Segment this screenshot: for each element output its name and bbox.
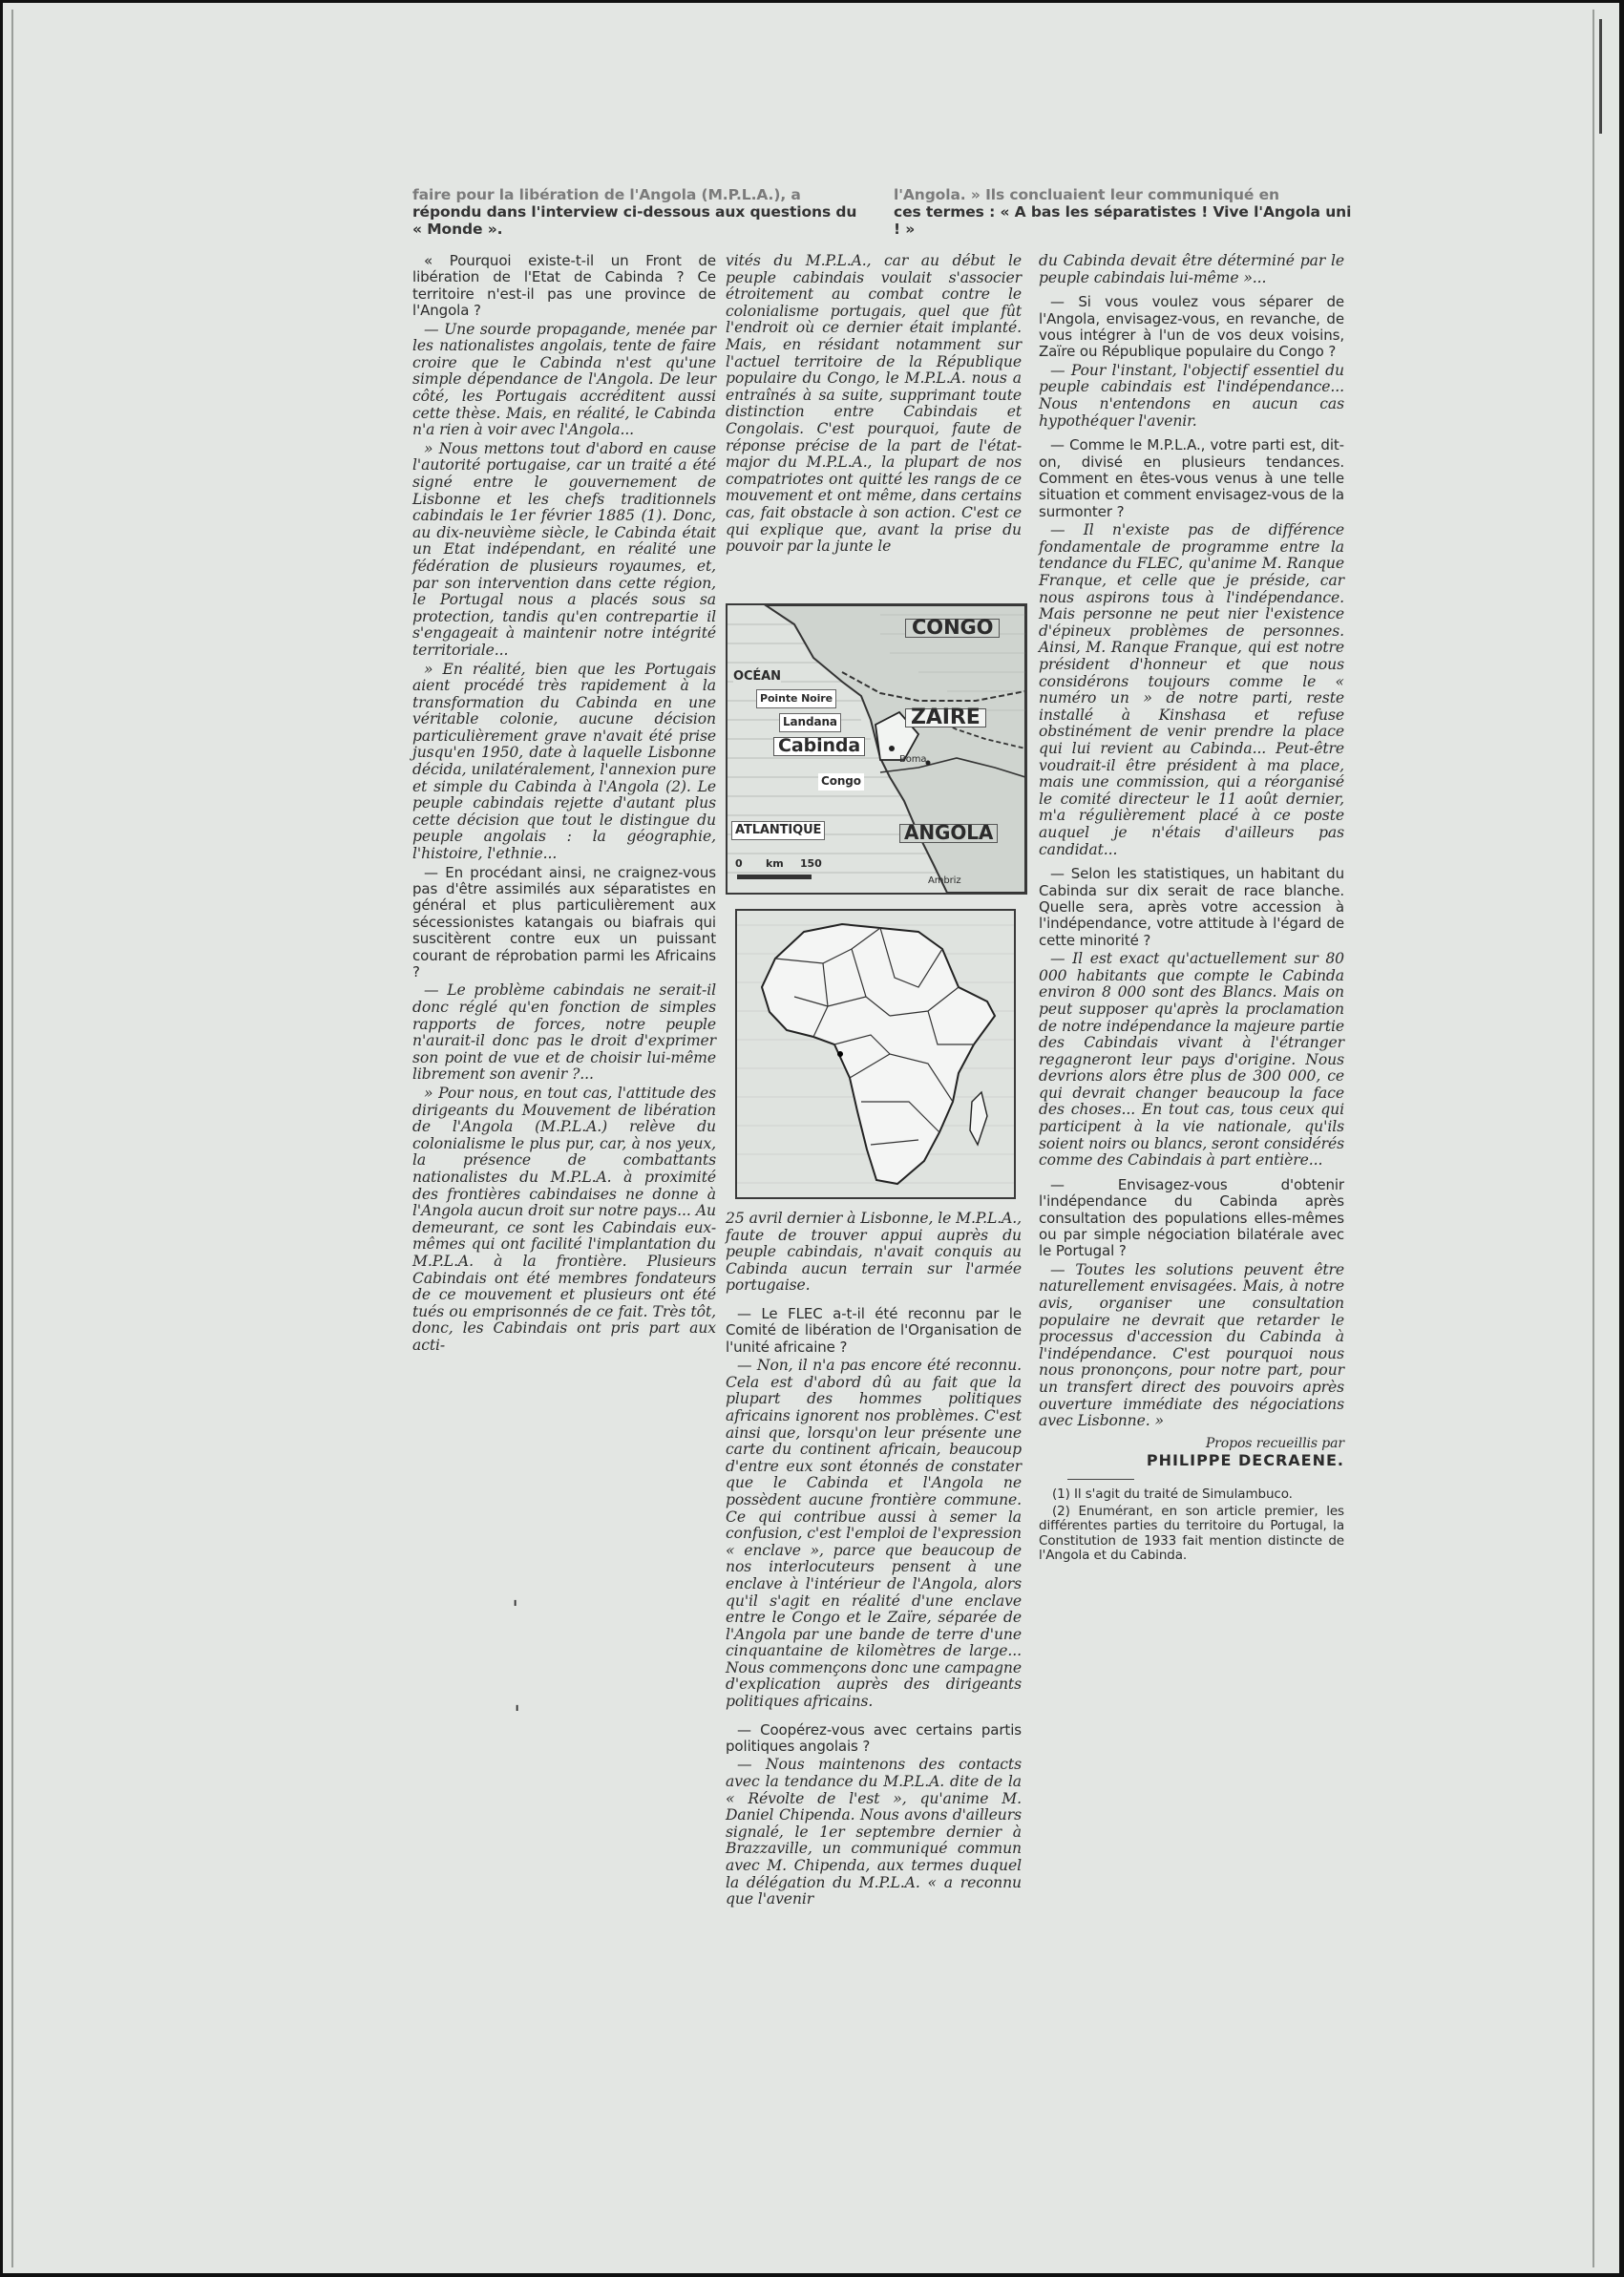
answer: — Le problème cabindais ne serait-il donc réglé qu'en fonction de simples rapports de forces, notre peuple n'aurait-il donc pas le droit d'exprimer son point de vue et de choisir lui-même librement son avenir ?... <box>412 981 716 1084</box>
answer-continued: vités du M.P.L.A., car au début le peuple cabindais voulait s'associer étroitement au combat contre le colonialisme portugais, quel que fût l'endroit où ce dernier était implanté. Mais, en résidant notamment sur l'actuel territoire de la République populaire du Congo, le M.P.L.A. nous a entraînés à sa suite, supprimant toute distinction entre Cabindais et Congolais. C'est pourquoi, faute de réponse précise de la part de l'état-major du M.P.L.A., la plupart de nos compatriotes ont quitté les rangs de ce mouvement et ont même, dans certains cas, fait obstacle à son action. C'est ce qui explique que, avant la prise du pouvoir par la junte le <box>726 252 1022 556</box>
map-label-landana: Landana <box>779 713 841 732</box>
scan-edge-line <box>11 10 13 2267</box>
answer: — Une sourde propagande, menée par les nationalistes angolais, tente de faire croire que le Cabinda n'est qu'une simple dépendance de l'Angola. De leur côté, les Portugais accréditent aussi cette thèse. Mais, en réalité, le Cabinda n'a rien à voir avec l'Angola... <box>412 320 716 439</box>
question: — En procédant ainsi, ne craignez-vous pas d'être assimilés aux séparatistes en général et plus particulièrement aux sécessionistes katangais ou biafrais qui suscitèrent contre eux un puissant courant de réprobation parmi les Africains ? <box>412 863 716 981</box>
lead-left-bottom: répondu dans l'interview ci-dessous aux questions du « Monde ». <box>412 203 857 238</box>
africa-locator-map <box>735 909 1016 1199</box>
answer: — Pour l'instant, l'objectif essentiel du peuple cabindais est l'indépendance... Nous n'entendons en aucun cas hypothéquer l'avenir. <box>1039 361 1344 430</box>
scan-edge-mark <box>1599 19 1602 134</box>
answer: » Pour nous, en tout cas, l'attitude des dirigeants du Mouvement de libération de l'Angola (M.P.L.A.) relève du colonialisme le plus pur, car, à nos yeux, la présence de combattants nationalistes du M.P.L.A. à proximité des frontières cabindaises ne donne à l'Angola aucun droit sur notre pays... Au demeurant, ce sont les Cabindais eux-mêmes qui ont facilité l'implantation du M.P.L.A. à la frontière. Plusieurs Cabindais ont été membres fondateurs de ce mouvement et plusieurs ont été tués ou emprisonnés de ce fait. Très tôt, donc, les Cabindais ont pris part aux acti- <box>412 1085 716 1354</box>
question: — Selon les statistiques, un habitant du Cabinda sur dix serait de race blanche. Quelle sera, après votre accession à l'indépendance, votre attitude à l'égard de cette minorité ? <box>1039 865 1344 949</box>
column-2 <box>726 253 1022 558</box>
lead-right <box>894 186 1358 238</box>
answer: — Nous maintenons des contacts avec la tendance du M.P.L.A. dite de la « Révolte de l'est », qu'anime M. Daniel Chipenda. Nous avons d'ailleurs signalé, le 1er septembre dernier à Brazzaville, un communiqué commun avec M. Chipenda, aux termes duquel la délégation du M.P.L.A. « a reconnu que l'avenir <box>726 1756 1022 1908</box>
lead-left <box>412 186 861 238</box>
map-label-ocean: OCÉAN <box>733 669 781 684</box>
column-2-continued <box>726 1211 1022 1910</box>
map-label-atlantique: ATLANTIQUE <box>731 821 825 840</box>
scan-edge-line <box>1592 10 1594 2267</box>
cabinda-map-svg <box>728 605 1025 893</box>
question: — Coopérez-vous avec certains partis politiques angolais ? <box>726 1720 1022 1756</box>
answer: — Il est exact qu'actuellement sur 80 000 habitants que compte le Cabinda environ 8 000 sont des Blancs. Mais on peut supposer qu'après la proclamation de notre indépendance la majeure partie des Cabindais vivant à l'étranger regagneront leur pays d'origine. Nous devrions alors être plus de 300 000, ce qui devrait changer beaucoup la face des choses... En tout cas, tous ceux qui participent à la vie nationale, qu'ils soient noirs ou blancs, seront considérés comme des Cabindais à part entière... <box>1039 950 1344 1170</box>
map-scale-max: 150 <box>800 857 822 870</box>
map-label-zaire: ZAIRE <box>905 708 986 727</box>
signature-byline: Propos recueillis par <box>1205 1435 1344 1451</box>
answer: — Toutes les solutions peuvent être naturellement envisagées. Mais, à notre avis, organiser une consultation populaire ne devrait que retarder le processus d'accession du Cabinda à l'indépendance. C'est pourquoi nous nous prononçons, pour notre part, pour un transfert direct des pouvoirs après ouverture immédiate des négociations avec Lisbonne. » <box>1039 1260 1344 1430</box>
question: — Envisagez-vous d'obtenir l'indépendance du Cabinda après consultation des populations elles-mêmes ou par simple négociation bilatérale avec le Portugal ? <box>1039 1175 1344 1260</box>
answer-continued: du Cabinda devait être déterminé par le peuple cabindais lui-même »... <box>1039 252 1344 286</box>
map-label-congo: CONGO <box>905 619 1000 638</box>
question: — Si vous voulez vous séparer de l'Angola, envisagez-vous, en revanche, de vous intégrer à l'un de vos deux voisins, Zaïre ou République populaire du Congo ? <box>1039 293 1344 361</box>
notes-divider <box>1067 1479 1134 1480</box>
map-scale-zero: 0 <box>735 857 743 870</box>
answer: » En réalité, bien que les Portugais aient procédé très rapidement à la transformation du Cabinda en une véritable colonie, aucune décision particulièrement grave n'avait été prise jusqu'en 1950, date à laquelle Lisbonne décida, unilatéralement, l'annexion pure et simple du Cabinda à l'Angola (2). Le peuple cabindais rejette d'autant plus cette décision que tout le distingue du peuple angolais : la géographie, l'histoire, l'ethnie... <box>412 660 716 863</box>
pencil-mark: ˈ <box>514 1702 521 1731</box>
answer: — Non, il n'a pas encore été reconnu. Cela est d'abord dû au fait que la plupart des hommes politiques africains ignorent nos problèmes. C'est ainsi que, lorsqu'on leur présente une carte du continent africain, beaucoup d'entre eux sont étonnés de constater que le Cabinda et l'Angola ne possèdent aucune frontière commune. Ce qui contribue aussi à semer la confusion, c'est l'emploi de l'expression « enclave », parce que beaucoup de nos interlocuteurs pensent à une enclave à l'intérieur de l'Angola, alors qu'il s'agit en réalité d'une enclave entre le Congo et le Zaïre, séparée de l'Angola par une bande de terre d'une cinquantaine de kilomètres de large... Nous commençons donc une campagne d'explication auprès des dirigeants politiques africains. <box>726 1357 1022 1711</box>
map-label-cabinda: Cabinda <box>773 737 865 756</box>
question: — Le FLEC a-t-il été reconnu par le Comité de libération de l'Organisation de l'unité africaine ? <box>726 1304 1022 1356</box>
africa-outline-svg <box>737 911 1014 1197</box>
map-scale-unit: km <box>766 857 784 870</box>
map-label-angola: ANGOLA <box>899 824 998 843</box>
pencil-mark: ˈ <box>512 1597 519 1626</box>
footnote-1: (1) Il s'agit du traité de Simulambuco. <box>1052 1486 1293 1502</box>
lead-right-bottom: ces termes : « A bas les séparatistes ! Vive l'Angola uni ! » <box>894 203 1352 238</box>
column-3 <box>1039 253 1344 1564</box>
signature-author: PHILIPPE DECRAENE. <box>1146 1451 1344 1470</box>
answer: » Nous mettons tout d'abord en cause l'autorité portugaise, car un traité a été signé entre le gouvernement de Lisbonne et les chefs traditionnels cabindais le 1er février 1885 (1). Donc, au dix-neuvième siècle, le Cabinda était un Etat indépendant, en réalité une fédération de plusieurs royaumes, et, par son intervention dans cette région, le Portugal nous a placés sous sa protection, tandis qu'en contrepartie il s'engageait à maintenir notre intégrité territoriale... <box>412 439 716 659</box>
question: « Pourquoi existe-t-il un Front de libération de l'Etat de Cabinda ? Ce territoire n'est-il pas une province de l'Angola ? <box>412 252 716 320</box>
question: — Comme le M.P.L.A., votre parti est, dit-on, divisé en plusieurs tendances. Comment en êtes-vous venus à une telle situation et comment envisagez-vous de la surmonter ? <box>1039 436 1344 520</box>
column-1 <box>412 253 716 1357</box>
footnote-2: (2) Enumérant, en son article premier, les différentes parties du territoire du Portugal, la Constitution de 1933 fait mention distincte de l'Angola et du Cabinda. <box>1039 1503 1344 1563</box>
newspaper-clipping <box>405 167 1375 2048</box>
map-label-congo-river: Congo <box>818 773 864 791</box>
answer: 25 avril dernier à Lisbonne, le M.P.L.A., faute de trouver appui auprès du peuple cabindais, n'avait conquis au Cabinda aucun terrain sur l'armée portugaise. <box>726 1210 1022 1295</box>
cabinda-map <box>726 603 1027 895</box>
lead-right-top: l'Angola. » Ils concluaient leur communiqué en <box>894 186 1279 203</box>
answer: — Il n'existe pas de différence fondamentale de programme entre la tendance du FLEC, qu'anime M. Ranque Franque, et celle que je préside, car nous aspirons tous à l'indépendance. Mais personne ne peut nier l'existence d'épineux problèmes de personnes. Ainsi, M. Ranque Franque, qui est notre président d'honneur et que nous considérons toujours comme le « numéro un » de notre parti, reste installé à Kinshasa et refuse obstinément de venir prendre la place qui lui revient au Cabinda... Peut-être voudrait-il être président à ma place, mais une commission, qui a réorganisé le comité directeur le 11 août dernier, m'a régulièrement placé à ce poste auquel je n'étais d'ailleurs pas candidat... <box>1039 521 1344 858</box>
map-label-pointe-noire: Pointe Noire <box>756 689 836 708</box>
footnotes <box>1039 1487 1344 1564</box>
map-label-ambriz: Ambriz <box>928 875 961 886</box>
lead-left-top: faire pour la libération de l'Angola (M.P.L.A.), a <box>412 186 801 203</box>
map-label-boma: Boma <box>899 754 927 765</box>
